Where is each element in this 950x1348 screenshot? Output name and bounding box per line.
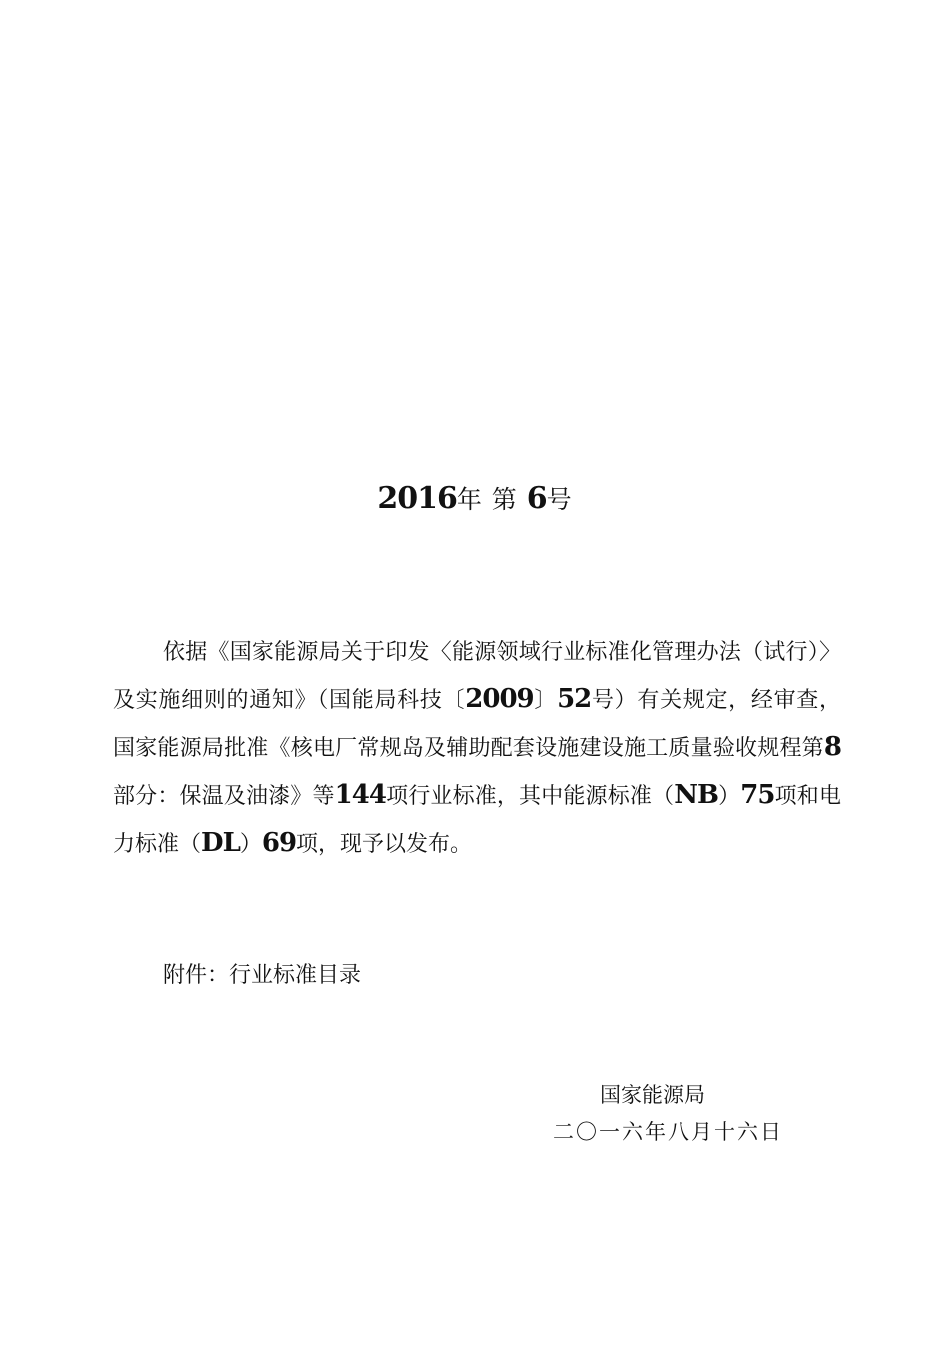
reference-year: 2009 [465, 684, 534, 714]
document-issue: 6 [526, 481, 547, 516]
dl-code: DL [201, 828, 240, 858]
attachment-line: 附件：行业标准目录 [163, 963, 362, 988]
issue-date: 二〇一六年八月十六日 [553, 1120, 783, 1144]
body-segment: 号）有关规定，经审查，国家能源局批准《核电厂常规岛及辅助配套设施建设施工质量验收规程第 [113, 688, 841, 761]
part-number: 8 [823, 732, 841, 762]
document-year-suffix: 年 第 [456, 485, 518, 514]
body-segment: 项，现予以发布。 [296, 832, 473, 857]
dl-count: 69 [261, 828, 297, 858]
issuer-name: 国家能源局 [600, 1083, 705, 1107]
reference-number: 52 [557, 684, 592, 714]
body-segment: 依据《国家能源局关于印发〈能源领域行业标准化管理办法（试行）〉及实施细则的通知》（国能局科技〔 [113, 640, 841, 713]
total-standards-count: 144 [334, 780, 386, 810]
document-year: 2016 [377, 481, 457, 516]
body-segment: 项和电力标准（ [113, 784, 841, 857]
document-issue-suffix: 号 [546, 485, 573, 514]
body-segment: 部分：保温及油漆》等 [113, 784, 335, 809]
nb-count: 75 [740, 780, 775, 810]
body-segment: 项行业标准，其中能源标准（ [385, 784, 675, 809]
nb-code: NB [674, 780, 718, 810]
document-number [0, 480, 950, 516]
body-segment: ） [717, 784, 741, 809]
announcement-body [113, 629, 841, 868]
body-segment: 〕 [533, 688, 558, 713]
body-segment: ） [239, 832, 262, 857]
